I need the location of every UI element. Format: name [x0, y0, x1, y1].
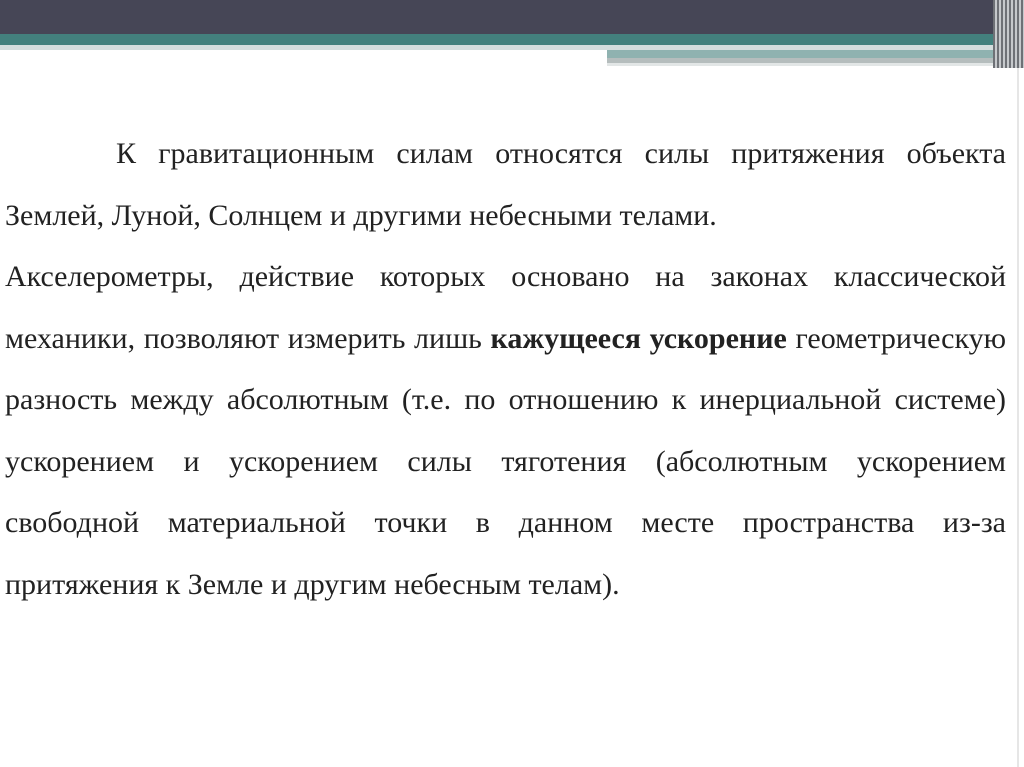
- header-stripes-decoration: [993, 0, 1024, 68]
- paragraph-gravitational-forces: К гравитационным силам относятся силы притяжения объекта Землей, Луной, Солнцем и другими небесными телами.: [5, 137, 1006, 232]
- header-band-teal: [0, 34, 1024, 45]
- slide-right-edge: [1017, 68, 1019, 767]
- paragraph-text-after: геометрическую разность между абсолютным (т.е. по отношению к инерциальной системе) ускорением и ускорением силы тяготения (абсолютным ускорением свободной материальной точки в данном месте пространства из-за притяжения к Земле и другим небесным телам).: [5, 321, 1007, 601]
- paragraph-accelerometers: [5, 246, 1006, 615]
- emphasis-apparent-acceleration: кажущееся ускорение: [490, 321, 787, 355]
- header-accent-tab-line: [607, 63, 1007, 66]
- paragraph-text-before: Акселерометры, действие которых основано на законах классической механики, позволяют измерить лишь: [5, 260, 1006, 355]
- header-accent-tab: [607, 50, 1007, 58]
- slide-body: [5, 123, 1006, 615]
- header-band-dark: [0, 0, 1024, 34]
